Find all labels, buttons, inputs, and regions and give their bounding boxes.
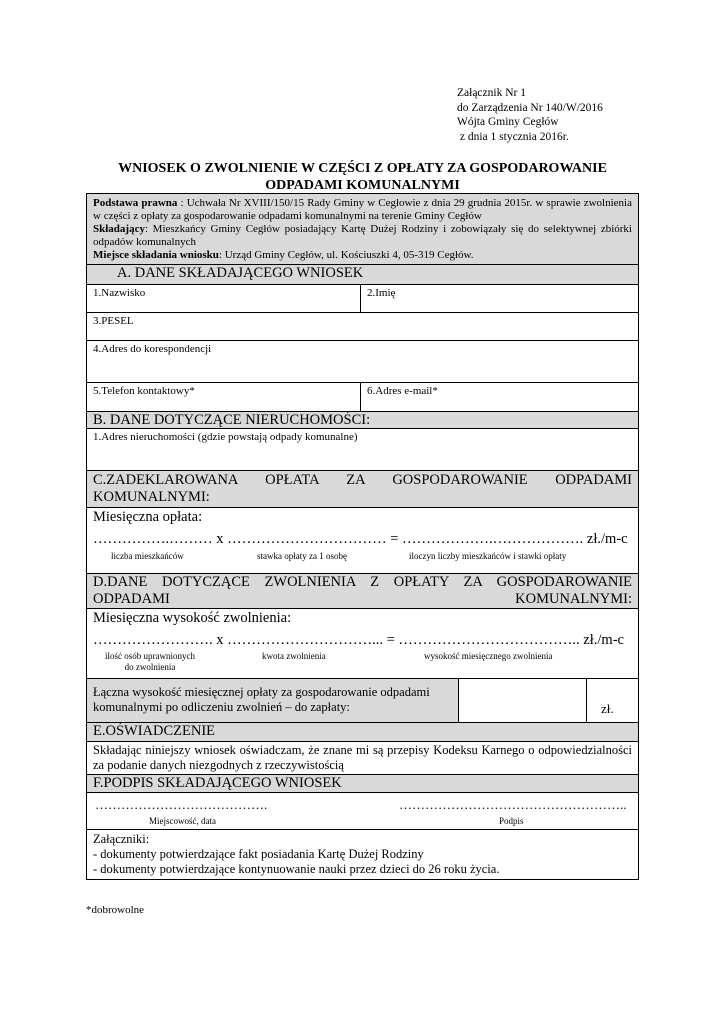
submitter-paragraph [93, 223, 632, 249]
eligible-persons-caption [105, 651, 195, 672]
residents-count-caption: liczba mieszkańców [111, 551, 184, 561]
email-field[interactable]: 6.Adres e-mail* [367, 385, 438, 397]
eligible-persons-caption-line-1: ilość osób uprawnionych [105, 651, 195, 661]
eligible-persons-caption-line-2: do zwolnienia [124, 661, 176, 672]
total-label: Łączna wysokość miesięcznej opłaty za gospodarowanie odpadami komunalnymi po odliczeniu zwolnień – do zapłaty: [87, 679, 459, 722]
place-paragraph [93, 249, 632, 262]
currency-cell [587, 679, 638, 722]
attachment-item: - dokumenty potwierdzające kontynuowanie nauki przez dzieci do 26 roku życia. [93, 862, 500, 876]
pesel-field[interactable]: 3.PESEL [87, 313, 638, 341]
product-caption: iloczyn liczby mieszkańców i stawki opłaty [409, 551, 567, 561]
document-title [86, 160, 639, 194]
fee-formula [87, 527, 638, 573]
name-row [87, 285, 638, 313]
legal-basis-text: : Uchwała Nr XVIII/150/15 Rady Gminy w Cegłowie z dnia 29 grudnia 2015r. w sprawie zwolnienia w części z opłaty za gospodarowanie odpadami komunalnymi na terenie Gminy Cegłów [93, 197, 632, 222]
footnote: *dobrowolne [86, 904, 145, 916]
attachment-line: Wójta Gminy Cegłów [457, 116, 559, 128]
surname-field[interactable]: 1.Nazwisko [87, 285, 361, 312]
section-a-header: A. DANE SKŁADAJĄCEGO WNIOSEK [87, 265, 638, 285]
attachments-box [87, 830, 638, 879]
signature-line[interactable]: …………………………………………….. [399, 797, 627, 812]
correspondence-address-field[interactable]: 4.Adres do korespondencji [87, 341, 638, 383]
place-text: : Urząd Gminy Cegłów, ul. Kościuszki 4, 05-319 Cegłów. [218, 249, 474, 261]
first-name-field[interactable]: 2.Imię [367, 287, 396, 299]
place-date-caption: Miejscowość, data [149, 816, 216, 826]
section-f-header: F.PODPIS SKŁADAJĄCEGO WNIOSEK [87, 775, 638, 793]
property-address-field[interactable]: 1.Adres nieruchomości (gdzie powstają odpady komunalne) [87, 429, 638, 471]
signature-caption: Podpis [499, 816, 524, 826]
legal-basis-label: Podstawa prawna [93, 197, 178, 209]
application-form [86, 193, 639, 880]
legal-basis-box [87, 194, 638, 265]
exemption-formula-line[interactable]: ……………………. x …………………………... = ……………………………….. zł./m-c [93, 632, 624, 648]
attachment-item: - dokumenty potwierdzające fakt posiadania Kartę Dużej Rodziny [93, 847, 424, 861]
monthly-fee-label: Miesięczna opłata: [93, 509, 203, 525]
title-line-2: ODPADAMI KOMUNALNYMI [265, 178, 460, 193]
title-line-1: WNIOSEK O ZWOLNIENIE W CZĘŚCI Z OPŁATY ZA GOSPODAROWANIE [118, 161, 607, 176]
submitter-label: Składający [93, 223, 145, 235]
exemption-amount-caption: kwota zwolnienia [262, 651, 326, 661]
signature-box [87, 793, 638, 830]
total-row [87, 679, 638, 723]
exemption-box [87, 609, 638, 679]
declaration-text: Składając niniejszy wniosek oświadczam, że znane mi są przepisy Kodeksu Karnego o odpowiedzialności za podanie danych niezgodnych z rzeczywistością [87, 742, 638, 775]
submitter-text: : Mieszkańcy Gminy Cegłów posiadający Kartę Dużej Rodziny i zobowiązały się do selektywnej zbiórki odpadów komunalnych [93, 223, 632, 248]
section-b-header: B. DANE DOTYCZĄCE NIERUCHOMOŚCI: [87, 412, 638, 429]
exemption-formula [87, 628, 638, 678]
total-amount-field[interactable] [459, 679, 587, 722]
section-e-header: E.OŚWIADCZENIE [87, 723, 638, 742]
declared-fee-box [87, 508, 638, 574]
monthly-exemption-label: Miesięczna wysokość zwolnienia: [93, 610, 292, 626]
legal-basis-paragraph [93, 197, 632, 223]
place-label: Miejsce składania wniosku [93, 249, 219, 261]
attachment-note [457, 86, 603, 144]
currency-label: zł. [601, 701, 614, 716]
attachment-line: z dnia 1 stycznia 2016r. [457, 130, 569, 143]
section-c-header: C.ZADEKLAROWANA OPŁATA ZA GOSPODAROWANIE ODPADAMI KOMUNALNYMI: [87, 471, 638, 508]
attachments-title: Załączniki: [93, 832, 150, 846]
fee-formula-line[interactable]: …………….……… x …………………………… = ……………….………………. zł./m-c [93, 531, 628, 547]
phone-field[interactable]: 5.Telefon kontaktowy* [87, 383, 361, 411]
rate-caption: stawka opłaty za 1 osobę [257, 551, 347, 561]
attachment-line: Załącznik Nr 1 [457, 87, 526, 99]
place-date-line[interactable]: …………………………………. [95, 797, 268, 812]
contact-row [87, 383, 638, 412]
monthly-exemption-caption: wysokość miesięcznego zwolnienia [424, 651, 553, 661]
attachment-line: do Zarządzenia Nr 140/W/2016 [457, 101, 603, 114]
section-d-header: D.DANE DOTYCZĄCE ZWOLNIENIA Z OPŁATY ZA GOSPODAROWANIE ODPADAMI KOMUNALNYMI: [87, 574, 638, 609]
